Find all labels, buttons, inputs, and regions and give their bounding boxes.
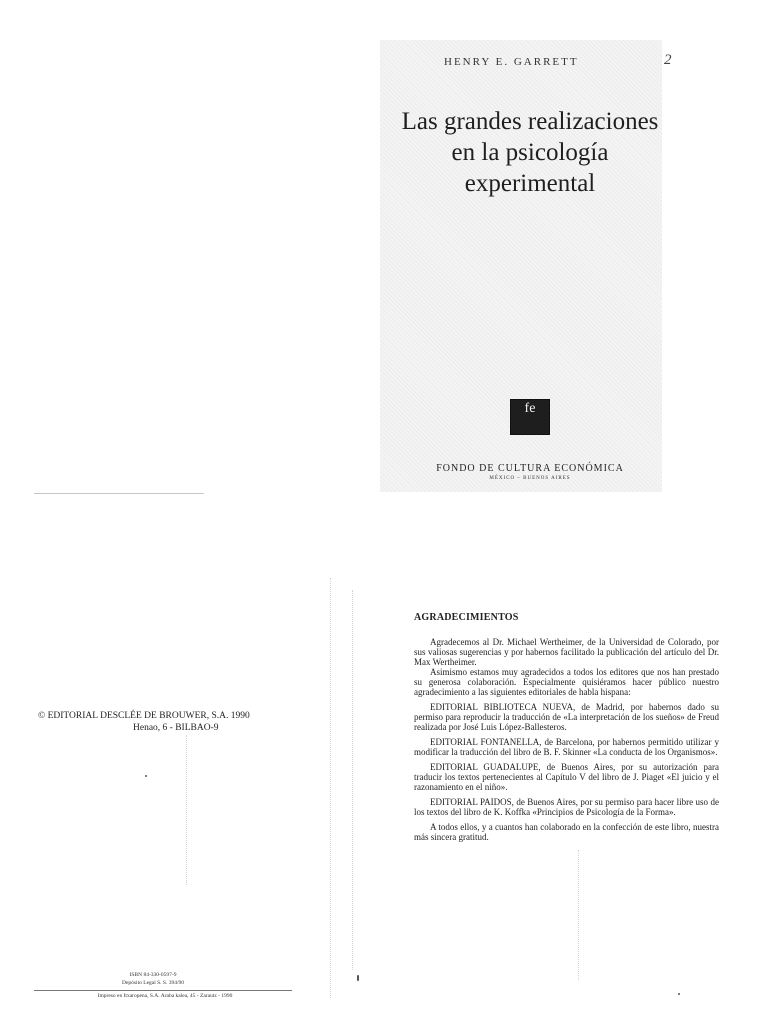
publisher-city: MÉXICO – BUENOS AIRES — [489, 476, 571, 481]
ack-paragraph: EDITORIAL PAIDOS, de Buenos Aires, por su permiso para hacer libre uso de los textos del libro de K. Koffka «Principios de Psicología de la Forma». — [414, 797, 719, 817]
scan-speck — [678, 993, 680, 995]
bleed-through-line — [330, 578, 332, 998]
isbn-block — [38, 971, 268, 987]
title-line: en la psicología — [451, 139, 609, 166]
acknowledgements-section — [414, 613, 719, 847]
ack-paragraph: Agradecemos al Dr. Michael Wertheimer, de la Universidad de Colorado, por sus valiosas sugerencias y por habernos facilitado la publicación del artículo del Dr. Max Wertheimer. — [414, 637, 719, 667]
ack-paragraph: EDITORIAL BIBLIOTECA NUEVA, de Madrid, por habernos dado su permiso para reproducir la traducción de «La interpretación de los sueños» de Freud realizada por José Luis López-Ballesteros. — [414, 702, 719, 732]
publisher-name: FONDO DE CULTURA ECONÓMICA — [436, 463, 624, 474]
scan-speck — [357, 975, 359, 981]
legal-deposit: Depósito Legal S. S. 394/90 — [121, 980, 185, 986]
bleed-through-line — [578, 850, 580, 980]
ack-paragraph: A todos ellos, y a cuantos han colaborado en la confección de este libro, nuestra más sincera gratitud. — [414, 822, 719, 842]
publisher-logo-icon: fe — [510, 399, 550, 435]
ack-paragraph: Asimismo estamos muy agradecidos a todos los editores que nos han prestado su generosa colaboración. Especialmente quisiéramos hacer público nuestro agradecimiento a las siguientes editoriales de habla hispana: — [414, 667, 719, 697]
title-line: experimental — [464, 170, 596, 197]
copyright-line: © EDITORIAL DESCLÉE DE BROUWER, S.A. 1990 — [38, 711, 250, 721]
handwritten-page-number: 2 — [664, 52, 672, 68]
page-fold-line — [34, 493, 204, 494]
author-name: HENRY E. GARRETT — [444, 56, 579, 68]
printer-imprint: Impreso en Itxaropena, S.A. Araba kalea, 45 - Zarautz - 1990 — [97, 993, 233, 999]
scan-speck — [145, 775, 147, 777]
acknowledgements-heading: AGRADECIMIENTOS — [414, 612, 519, 623]
book-title — [380, 106, 680, 199]
ack-paragraph: EDITORIAL GUADALUPE, de Buenos Aires, por su autorización para traducir los textos pertenecientes al Capítulo V del libro de J. Piaget «El juicio y el razonamiento en el niño». — [414, 762, 719, 792]
bleed-through-line — [186, 735, 188, 885]
page-bottom-line — [34, 990, 292, 991]
title-line: Las grandes realizaciones — [401, 108, 659, 135]
publisher-address: Henao, 6 - BILBAO-9 — [133, 723, 219, 733]
bleed-through-line — [352, 590, 354, 970]
isbn: ISBN 84-330-0597-9 — [129, 972, 177, 978]
ack-paragraph: EDITORIAL FONTANELLA, de Barcelona, por habernos permitido utilizar y modificar la traducción del libro de B. F. Skinner «La conducta de los Organismos». — [414, 737, 719, 757]
